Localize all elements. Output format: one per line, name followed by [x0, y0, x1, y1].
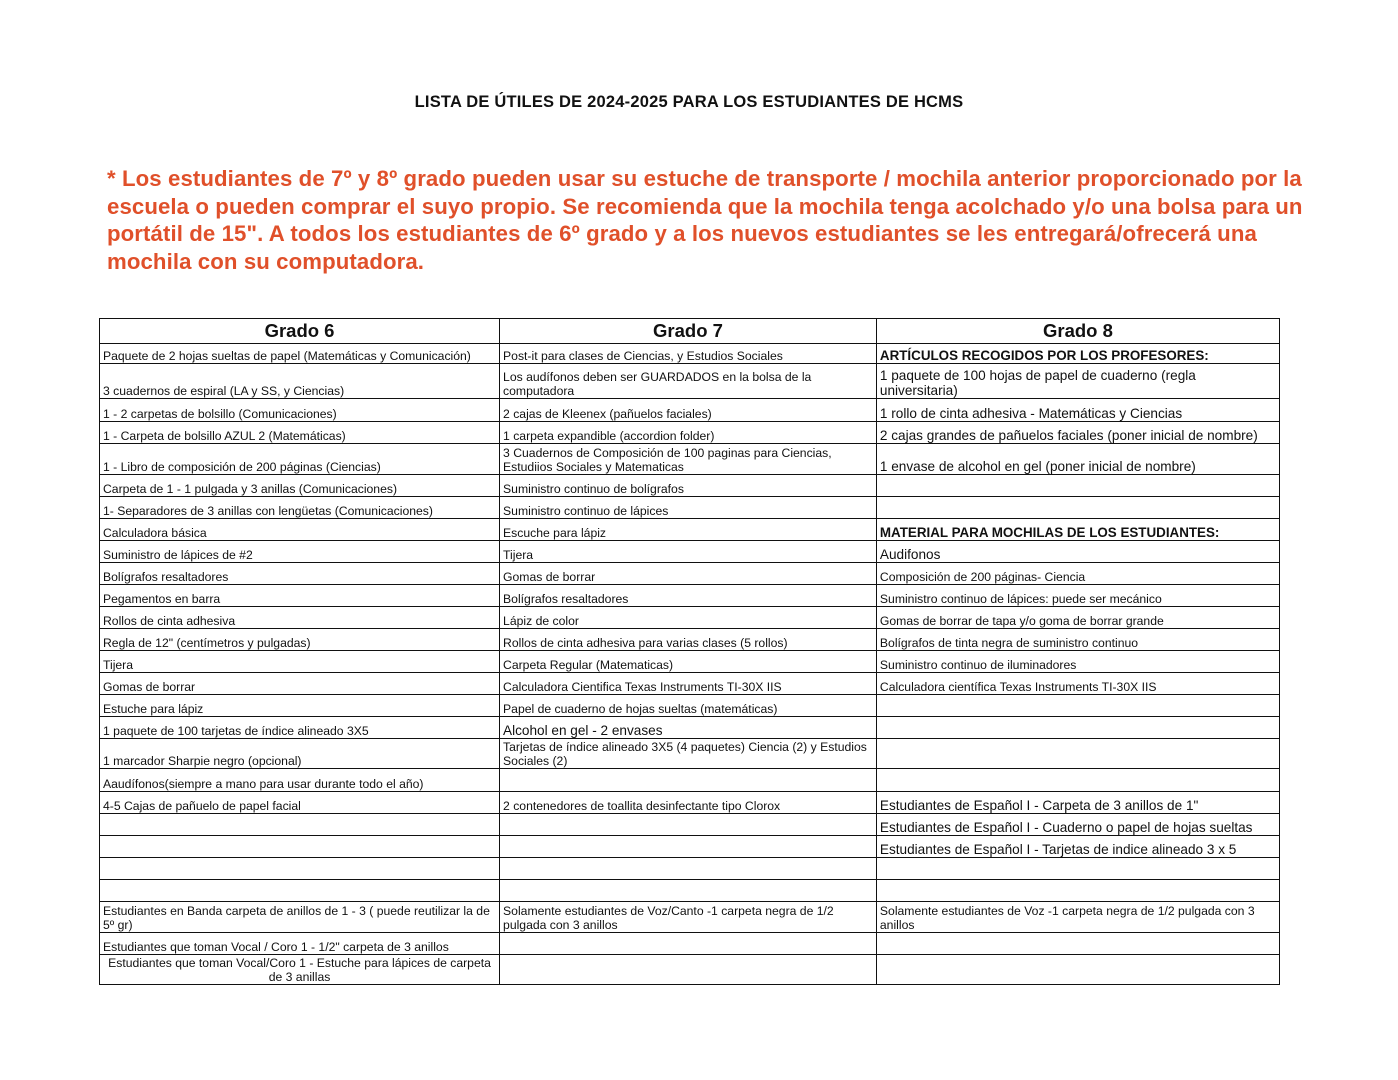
cell-grade-8: Composición de 200 páginas- Ciencia: [876, 563, 1279, 585]
cell-grade-7: Suministro continuo de lápices: [500, 497, 877, 519]
cell-grade-7: [500, 955, 877, 985]
cell-grade-7: 1 carpeta expandible (accordion folder): [500, 422, 877, 444]
cell-grade-6: Gomas de borrar: [100, 673, 500, 695]
cell-grade-7: Calculadora Cientifica Texas Instruments TI-30X IIS: [500, 673, 877, 695]
cell-grade-8: Suministro continuo de iluminadores: [876, 651, 1279, 673]
cell-grade-7: Tijera: [500, 541, 877, 563]
cell-grade-8: [876, 769, 1279, 792]
table-row: [100, 739, 1280, 769]
table-row: [100, 933, 1280, 955]
cell-grade-6: Aaudífonos(siempre a mano para usar durante todo el año): [100, 769, 500, 792]
cell-grade-8: [876, 475, 1279, 497]
cell-grade-6: Pegamentos en barra: [100, 585, 500, 607]
cell-grade-8: [876, 955, 1279, 985]
cell-grade-6: [100, 858, 500, 880]
supplies-body: [100, 344, 1280, 985]
cell-grade-8: ARTÍCULOS RECOGIDOS POR LOS PROFESORES:: [876, 344, 1279, 364]
cell-grade-8: 1 rollo de cinta adhesiva - Matemáticas y Ciencias: [876, 399, 1279, 422]
table-row: [100, 814, 1280, 836]
cell-grade-6: Bolígrafos resaltadores: [100, 563, 500, 585]
cell-grade-7: Carpeta Regular (Matematicas): [500, 651, 877, 673]
cell-grade-8: 1 paquete de 100 hojas de papel de cuaderno (regla universitaria): [876, 364, 1279, 399]
table-row: [100, 475, 1280, 497]
cell-grade-7: Rollos de cinta adhesiva para varias clases (5 rollos): [500, 629, 877, 651]
table-row: [100, 519, 1280, 541]
cell-grade-6: [100, 814, 500, 836]
table-row: [100, 717, 1280, 739]
cell-grade-6: 1 - Libro de composición de 200 páginas (Ciencias): [100, 444, 500, 475]
cell-grade-8: Estudiantes de Español I - Cuaderno o papel de hojas sueltas: [876, 814, 1279, 836]
cell-grade-6: Estudiantes que toman Vocal / Coro 1 - 1/2" carpeta de 3 anillos: [100, 933, 500, 955]
table-row: [100, 769, 1280, 792]
cell-grade-7: [500, 858, 877, 880]
cell-grade-6: [100, 880, 500, 902]
table-row: [100, 344, 1280, 364]
cell-grade-6: Tijera: [100, 651, 500, 673]
cell-grade-7: 2 cajas de Kleenex (pañuelos faciales): [500, 399, 877, 422]
table-row: [100, 792, 1280, 814]
cell-grade-7: Suministro continuo de bolígrafos: [500, 475, 877, 497]
cell-grade-7: Papel de cuaderno de hojas sueltas (matemáticas): [500, 695, 877, 717]
cell-grade-7: Los audífonos deben ser GUARDADOS en la bolsa de la computadora: [500, 364, 877, 399]
table-row: [100, 364, 1280, 399]
cell-grade-8: Audifonos: [876, 541, 1279, 563]
cell-grade-6: Estudiantes que toman Vocal/Coro 1 - Estuche para lápices de carpeta de 3 anillas: [100, 955, 500, 985]
cell-grade-6: Estuche para lápiz: [100, 695, 500, 717]
cell-grade-6: Carpeta de 1 - 1 pulgada y 3 anillas (Comunicaciones): [100, 475, 500, 497]
table-row: [100, 629, 1280, 651]
table-row: [100, 585, 1280, 607]
header-grade-7: Grado 7: [500, 319, 877, 344]
table-row: [100, 422, 1280, 444]
header-grade-8: Grado 8: [876, 319, 1279, 344]
cell-grade-6: [100, 836, 500, 858]
cell-grade-6: 1 paquete de 100 tarjetas de índice alineado 3X5: [100, 717, 500, 739]
cell-grade-8: [876, 858, 1279, 880]
table-row: [100, 399, 1280, 422]
cell-grade-6: Calculadora básica: [100, 519, 500, 541]
cell-grade-6: 4-5 Cajas de pañuelo de papel facial: [100, 792, 500, 814]
cell-grade-8: [876, 497, 1279, 519]
cell-grade-6: 1- Separadores de 3 anillas con lengüetas (Comunicaciones): [100, 497, 500, 519]
cell-grade-8: Estudiantes de Español I - Carpeta de 3 anillos de 1": [876, 792, 1279, 814]
cell-grade-7: Gomas de borrar: [500, 563, 877, 585]
cell-grade-7: Lápiz de color: [500, 607, 877, 629]
cell-grade-7: [500, 933, 877, 955]
table-row: [100, 955, 1280, 985]
cell-grade-7: Escuche para lápiz: [500, 519, 877, 541]
table-row: [100, 497, 1280, 519]
backpack-note: * Los estudiantes de 7º y 8º grado pueden usar su estuche de transporte / mochila anterior proporcionado por la escuela o pueden comprar el suyo propio. Se recomienda que la mochila tenga acolchado y/o una bolsa para un portátil de 15". A todos los estudiantes de 6º grado y a los nuevos estudiantes se les entregará/ofrecerá una mochila con su computadora.: [107, 166, 1303, 274]
table-row: [100, 607, 1280, 629]
table-row: [100, 880, 1280, 902]
cell-grade-6: Rollos de cinta adhesiva: [100, 607, 500, 629]
table-row: [100, 444, 1280, 475]
cell-grade-8: [876, 695, 1279, 717]
cell-grade-8: Suministro continuo de lápices: puede ser mecánico: [876, 585, 1279, 607]
cell-grade-7: 3 Cuadernos de Composición de 100 paginas para Ciencias, Estudiios Sociales y Matematicas: [500, 444, 877, 475]
cell-grade-8: [876, 739, 1279, 769]
cell-grade-8: 1 envase de alcohol en gel (poner inicial de nombre): [876, 444, 1279, 475]
cell-grade-8: [876, 717, 1279, 739]
cell-grade-7: Tarjetas de índice alineado 3X5 (4 paquetes) Ciencia (2) y Estudios Sociales (2): [500, 739, 877, 769]
cell-grade-8: Bolígrafos de tinta negra de suministro continuo: [876, 629, 1279, 651]
table-row: [100, 673, 1280, 695]
cell-grade-7: Post-it para clases de Ciencias, y Estudios Sociales: [500, 344, 877, 364]
table-row: [100, 651, 1280, 673]
cell-grade-8: [876, 880, 1279, 902]
cell-grade-7: [500, 836, 877, 858]
table-row: [100, 563, 1280, 585]
cell-grade-6: Regla de 12" (centímetros y pulgadas): [100, 629, 500, 651]
cell-grade-7: Alcohol en gel - 2 envases: [500, 717, 877, 739]
cell-grade-8: MATERIAL PARA MOCHILAS DE LOS ESTUDIANTES:: [876, 519, 1279, 541]
table-row: [100, 902, 1280, 933]
cell-grade-7: [500, 880, 877, 902]
cell-grade-8: Gomas de borrar de tapa y/o goma de borrar grande: [876, 607, 1279, 629]
table-row: [100, 836, 1280, 858]
cell-grade-6: Suministro de lápices de #2: [100, 541, 500, 563]
cell-grade-8: Calculadora científica Texas Instruments TI-30X IIS: [876, 673, 1279, 695]
page-title: LISTA DE ÚTILES DE 2024-2025 PARA LOS ESTUDIANTES DE HCMS: [414, 93, 964, 111]
cell-grade-6: 1 - Carpeta de bolsillo AZUL 2 (Matemáticas): [100, 422, 500, 444]
supplies-table: [99, 318, 1280, 985]
cell-grade-7: [500, 814, 877, 836]
table-row: [100, 541, 1280, 563]
cell-grade-8: Solamente estudiantes de Voz -1 carpeta negra de 1/2 pulgada con 3 anillos: [876, 902, 1279, 933]
header-grade-6: Grado 6: [100, 319, 500, 344]
cell-grade-8: Estudiantes de Español I - Tarjetas de indice alineado 3 x 5: [876, 836, 1279, 858]
table-row: [100, 695, 1280, 717]
cell-grade-6: Paquete de 2 hojas sueltas de papel (Matemáticas y Comunicación): [100, 344, 500, 364]
cell-grade-7: 2 contenedores de toallita desinfectante tipo Clorox: [500, 792, 877, 814]
header-row: [100, 319, 1280, 344]
table-row: [100, 858, 1280, 880]
cell-grade-6: 3 cuadernos de espiral (LA y SS, y Ciencias): [100, 364, 500, 399]
cell-grade-7: [500, 769, 877, 792]
cell-grade-6: 1 marcador Sharpie negro (opcional): [100, 739, 500, 769]
cell-grade-8: 2 cajas grandes de pañuelos faciales (poner inicial de nombre): [876, 422, 1279, 444]
cell-grade-7: Solamente estudiantes de Voz/Canto -1 carpeta negra de 1/2 pulgada con 3 anillos: [500, 902, 877, 933]
cell-grade-7: Bolígrafos resaltadores: [500, 585, 877, 607]
cell-grade-6: Estudiantes en Banda carpeta de anillos de 1 - 3 ( puede reutilizar la de 5º gr): [100, 902, 500, 933]
cell-grade-8: [876, 933, 1279, 955]
cell-grade-6: 1 - 2 carpetas de bolsillo (Comunicaciones): [100, 399, 500, 422]
